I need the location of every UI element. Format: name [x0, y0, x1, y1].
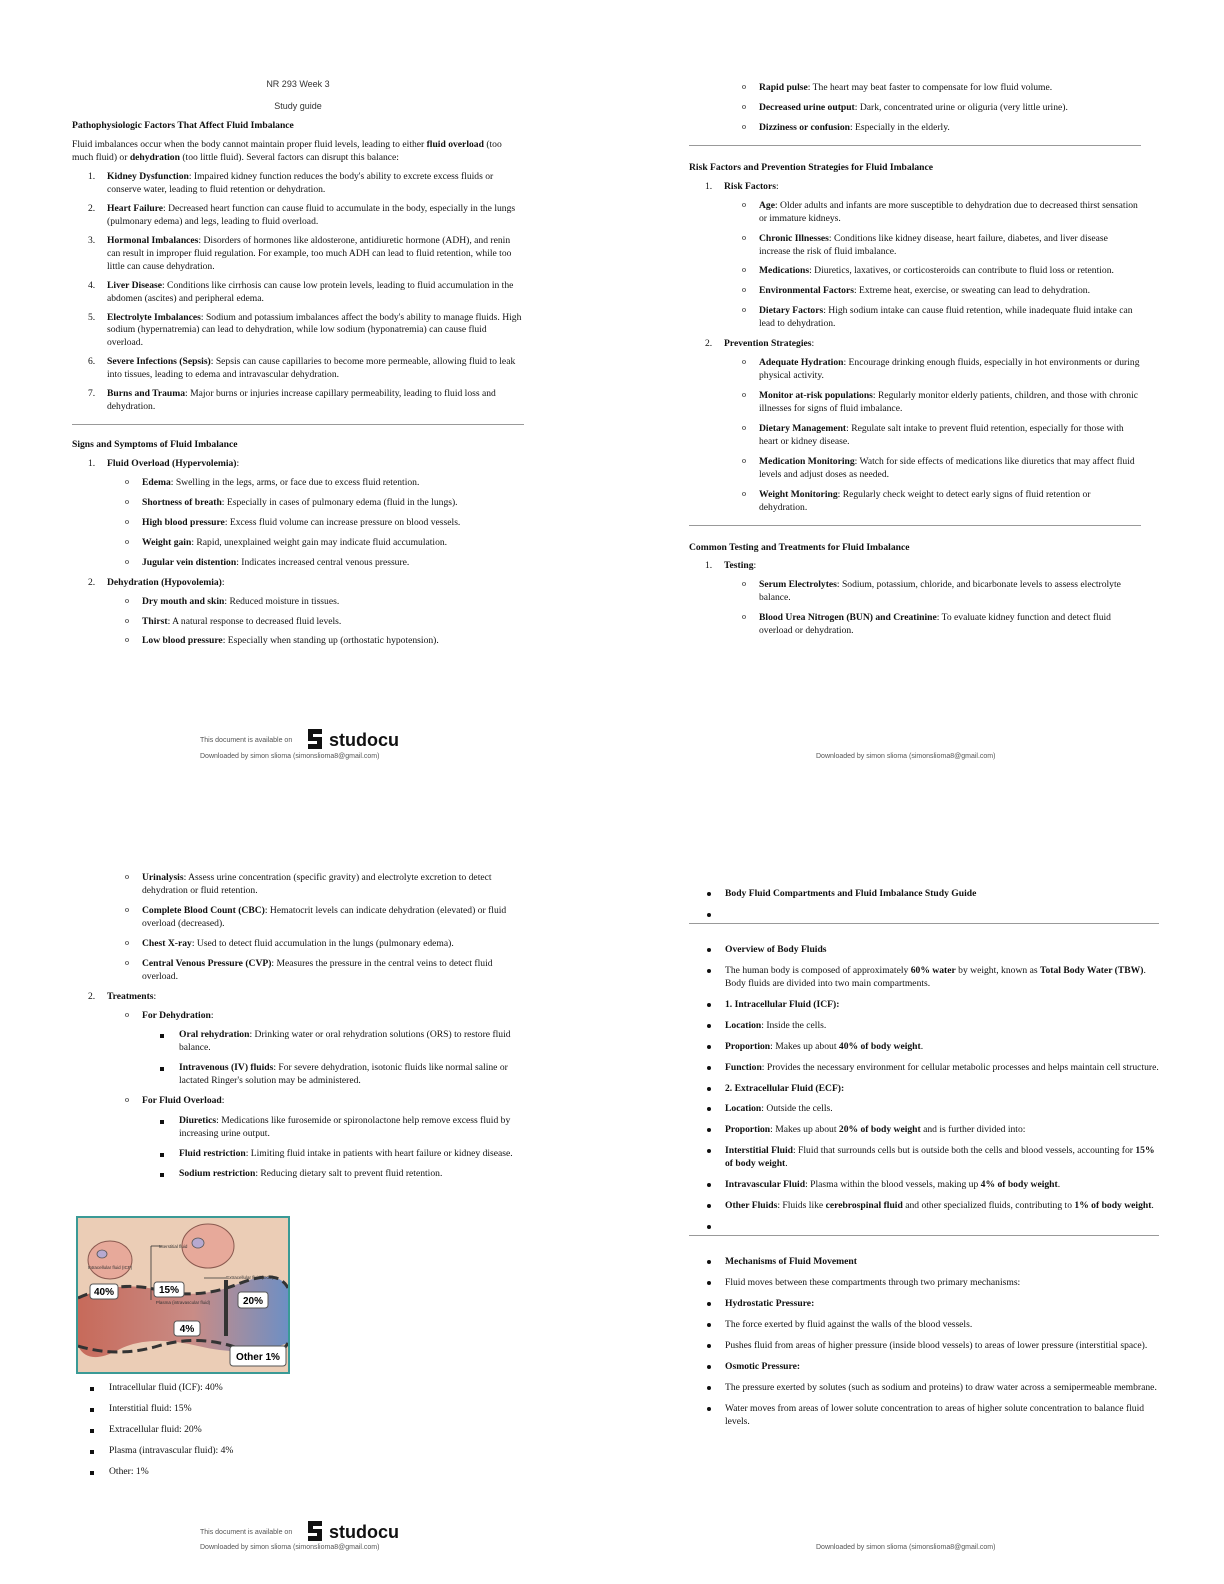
section-heading: Pathophysiologic Factors That Affect Fluid Imbalance	[72, 120, 294, 132]
item-bold: 40% of body weight	[838, 1040, 921, 1052]
download-credit: Downloaded by simon slioma (simonslioma8@gmail.com)	[816, 1544, 996, 1551]
item-text: : Fluid that surrounds cells but is outside both the cells and blood vessels, accounting for	[792, 1145, 1136, 1157]
item-term: Chronic Illnesses	[759, 232, 829, 244]
item-term: Oral rehydration	[179, 1029, 250, 1041]
section-heading: Common Testing and Treatments for Fluid Imbalance	[689, 541, 910, 553]
item-text: : Outside the cells.	[761, 1103, 833, 1115]
item-term: Proportion	[725, 1124, 771, 1136]
sub-item	[724, 233, 1141, 259]
item-text: : Measures the pressure in the central veins to detect fluid overload.	[142, 957, 493, 982]
item-term: Proportion	[725, 1040, 771, 1052]
item-bold: 1% of body weight	[1074, 1200, 1152, 1212]
section-heading: Risk Factors and Prevention Strategies for Fluid Imbalance	[689, 161, 934, 173]
item-text: and is further divided into:	[920, 1124, 1026, 1136]
legend-item: Interstitial fluid: 15%	[72, 1403, 524, 1416]
sub-item: o For Fluid Overload:	[107, 1095, 524, 1108]
list-item: Osmotic Pressure:	[689, 1361, 1159, 1374]
percent-legend	[72, 1382, 524, 1487]
list-item	[689, 1200, 1159, 1213]
sub-item	[107, 872, 524, 898]
item-text: : Conditions like cirrhosis can cause low protein levels, leading to fluid accumulation in the abdomen (ascites) and peripheral edema.	[107, 279, 514, 304]
item-text: : Extreme heat, exercise, or sweating can lead to dehydration.	[853, 285, 1090, 297]
item-text: .	[1057, 1179, 1061, 1191]
item-bold: cerebrospinal fluid	[825, 1200, 903, 1212]
item-text: : Rapid, unexplained weight gain may indicate fluid accumulation.	[191, 536, 448, 548]
item-term: Intravenous (IV) fluids	[179, 1062, 274, 1074]
doc-subtitle: Study guide	[274, 101, 322, 112]
sub-item	[724, 423, 1141, 449]
divider	[72, 424, 524, 425]
numbered-item: 1. Fluid Overload (Hypervolemia):	[88, 458, 240, 470]
sub-item	[107, 905, 524, 931]
numbered-item	[72, 356, 524, 382]
sub-item	[107, 497, 524, 510]
sub-item	[107, 477, 524, 490]
sub-item	[724, 390, 1141, 416]
item-text: : Especially when standing up (orthostatic hypotension).	[222, 635, 439, 647]
item-term: Complete Blood Count (CBC)	[142, 904, 265, 916]
sub-item	[724, 489, 1141, 515]
item-term: Central Venous Pressure (CVP)	[142, 957, 272, 969]
list-item	[689, 1062, 1159, 1075]
section-heading: Signs and Symptoms of Fluid Imbalance	[72, 439, 238, 451]
factor-list	[72, 171, 524, 414]
item-text: : Assess urine concentration (specific gravity) and electrolyte excretion to detect dehydration or fluid retention.	[142, 872, 492, 896]
item-text: : Especially in cases of pulmonary edema (fluid in the lungs).	[221, 496, 458, 508]
item-term: Hormonal Imbalances	[107, 234, 199, 246]
divider	[689, 1235, 1159, 1236]
legend-item: Intracellular fluid (ICF): 40%	[72, 1382, 524, 1395]
sub-item	[724, 122, 1141, 135]
icf-label: Intracellular fluid (ICF)	[87, 1265, 133, 1270]
item-term: Chest X-ray	[142, 937, 192, 949]
isf-label: Interstitial fluid	[158, 1244, 188, 1249]
item-term: Dry mouth and skin	[142, 595, 225, 607]
item-term: Age	[759, 199, 775, 211]
square-item	[142, 1115, 524, 1141]
item-text: : Indicates increased central venous pressure.	[236, 556, 410, 568]
item-text: : Medications like furosemide or spironolactone help remove excess fluid by increasing urine output.	[179, 1115, 511, 1140]
list-item	[689, 1103, 1159, 1116]
page-4	[616, 796, 1216, 1576]
download-credit: Downloaded by simon slioma (simonslioma8@gmail.com)	[200, 753, 380, 760]
list-item: Body Fluid Compartments and Fluid Imbalance Study Guide	[689, 888, 1159, 901]
item-text: .	[920, 1040, 924, 1052]
intro-paragraph: Fluid imbalances occur when the body cannot maintain proper fluid levels, leading to either fluid overload (too much fluid) or dehydration (too little fluid). Several factors can disrupt this balance:	[72, 139, 502, 164]
percent-20: 20%	[242, 1296, 264, 1307]
item-term: Electrolyte Imbalances	[107, 311, 201, 323]
square-list	[107, 1029, 524, 1088]
item-text: : Regulate salt intake to prevent fluid retention, especially for those with heart or kidney disease.	[759, 422, 1124, 447]
sub-item	[724, 456, 1141, 482]
item-term: High blood pressure	[142, 516, 225, 528]
item-term: Liver Disease	[107, 279, 162, 291]
item-text: : Used to detect fluid accumulation in the lungs (pulmonary edema).	[191, 937, 454, 949]
item-term: Jugular vein distention	[142, 556, 237, 568]
item-text: : Dark, concentrated urine or oliguria (very little urine).	[854, 101, 1068, 113]
item-text: : Swelling in the legs, arms, or face due to excess fluid retention.	[170, 476, 420, 488]
item-text: : Sodium, potassium, chloride, and bicarbonate levels to assess electrolyte balance.	[759, 579, 1121, 604]
item-text: : Inside the cells.	[761, 1019, 827, 1031]
available-text: This document is available on	[200, 1529, 293, 1536]
legend-item: Plasma (intravascular fluid): 4%	[72, 1445, 524, 1458]
sub-item	[107, 635, 524, 648]
sub-item	[107, 517, 524, 530]
square-list	[107, 1115, 524, 1181]
item-text: : Impaired kidney function reduces the body's ability to excrete excess fluids or conserve water, leading to fluid retention or dehydration.	[107, 171, 494, 196]
fluid-compartment-diagram	[76, 1216, 290, 1374]
studocu-logo-icon	[305, 1520, 325, 1542]
item-term: Low blood pressure	[142, 635, 223, 647]
sub-item	[107, 938, 524, 951]
item-text: : A natural response to decreased fluid levels.	[167, 615, 342, 627]
divider	[689, 923, 1159, 924]
square-item	[142, 1062, 524, 1088]
item-bold: 15% of body weight	[725, 1145, 1155, 1170]
item-text: : Fluids like	[777, 1200, 826, 1212]
item-term: Monitor at-risk populations	[759, 390, 873, 401]
list-item	[689, 1145, 1159, 1171]
list-item: Overview of Body Fluids	[689, 944, 1159, 957]
sub-item: o For Dehydration:	[107, 1010, 524, 1023]
item-text: : Makes up about	[770, 1124, 839, 1136]
item-text: : Diuretics, laxatives, or corticosteroids can contribute to fluid loss or retention.	[809, 265, 1114, 277]
legend-item: Extracellular fluid: 20%	[72, 1424, 524, 1437]
item-text: : High sodium intake can cause fluid retention, while inadequate fluid intake can lead to dehydration.	[759, 305, 1133, 330]
item-term: Shortness of breath	[142, 496, 222, 508]
available-text: This document is available on	[200, 737, 293, 744]
numbered-item: 1. Risk Factors:	[705, 180, 779, 192]
item-text: : Drinking water or oral rehydration solutions (ORS) to restore fluid balance.	[179, 1029, 511, 1054]
icf-list	[689, 1020, 1159, 1075]
numbered-item: 2. Dehydration (Hypovolemia):	[88, 576, 225, 588]
item-text: : The heart may beat faster to compensate for low fluid volume.	[807, 82, 1053, 93]
item-text: : Older adults and infants are more susceptible to dehydration due to decreased thirst sensation or immature kidneys.	[759, 199, 1138, 224]
other-percent: Other 1%	[236, 1352, 280, 1363]
item-term: Function	[725, 1061, 762, 1073]
list-item: Fluid moves between these compartments through two primary mechanisms:	[689, 1277, 1159, 1290]
item-term: Other Fluids	[725, 1200, 778, 1212]
item-term: Intravascular Fluid	[725, 1179, 806, 1191]
item-term: Environmental Factors	[759, 285, 854, 297]
item-bold: 4% of body weight	[980, 1179, 1058, 1191]
item-text: : Especially in the elderly.	[849, 121, 950, 133]
item-text: : Reducing dietary salt to prevent fluid retention.	[255, 1167, 443, 1179]
sub-item	[107, 557, 524, 570]
studocu-logo[interactable]: studocu	[305, 1520, 399, 1543]
numbered-item	[72, 235, 524, 274]
item-text: : For severe dehydration, isotonic fluids like normal saline or lactated Ringer's solution may be administered.	[179, 1062, 508, 1087]
course-title: NR 293 Week 3	[266, 79, 330, 89]
sub-item	[724, 200, 1141, 226]
square-item	[142, 1168, 524, 1181]
sub-item	[724, 612, 1141, 638]
page-1	[0, 0, 600, 780]
sub-item	[724, 102, 1141, 115]
item-text: and other specialized fluids, contributing to	[902, 1200, 1075, 1212]
sub-item	[724, 357, 1141, 383]
download-credit: Downloaded by simon slioma (simonslioma8@gmail.com)	[200, 1544, 380, 1551]
item-text: : Encourage drinking enough fluids, especially in hot environments or during physical activity.	[759, 357, 1140, 382]
item-number: 5.	[88, 311, 96, 323]
item-term: Medications	[759, 265, 810, 277]
plasma-label: Plasma (intravascular fluid)	[155, 1300, 211, 1305]
item-term: Dietary Management	[759, 422, 847, 434]
item-term: Urinalysis	[142, 872, 184, 883]
item-text: : Conditions like kidney disease, heart failure, diabetes, and liver disease increase the risk of fluid imbalance.	[759, 232, 1108, 257]
sub-item	[107, 537, 524, 550]
ecf-label: Extracellular fluid (ECF)	[226, 1275, 274, 1280]
item-term: Severe Infections (Sepsis)	[107, 356, 211, 368]
list-item	[689, 1124, 1159, 1137]
sub-item	[724, 305, 1141, 331]
item-term: Interstitial Fluid	[725, 1145, 793, 1157]
item-term: Blood Urea Nitrogen (BUN) and Creatinine	[759, 612, 937, 624]
sub-list	[689, 200, 1141, 332]
list-item	[689, 1041, 1159, 1054]
percent-4: 4%	[179, 1324, 195, 1335]
item-text: : Reduced moisture in tissues.	[224, 595, 340, 607]
list-item: Hydrostatic Pressure:	[689, 1298, 1159, 1311]
sub-list	[72, 872, 524, 984]
item-number: 2.	[88, 202, 96, 214]
item-term: Medication Monitoring	[759, 455, 855, 467]
list-item: The human body is composed of approximately 60% water by weight, known as Total Body Water (TBW). Body fluids are divided into two main compartments.	[689, 965, 1159, 991]
item-number: 4.	[88, 279, 96, 291]
sub-item	[107, 958, 524, 984]
sub-list	[689, 579, 1141, 638]
item-term: Diuretics	[179, 1115, 217, 1127]
empty-bullet	[689, 1221, 1159, 1227]
list-item	[689, 1179, 1159, 1192]
download-credit: Downloaded by simon slioma (simonslioma8@gmail.com)	[816, 753, 996, 760]
sub-list	[689, 82, 1141, 135]
divider	[689, 525, 1141, 526]
numbered-item	[72, 203, 524, 229]
numbered-item: 2. Treatments:	[88, 990, 157, 1002]
numbered-item	[72, 312, 524, 351]
item-text: : Makes up about	[770, 1040, 839, 1052]
item-text: : Decreased heart function can cause fluid to accumulate in the body, especially in the lungs (pulmonary edema) and legs, leading to fluid overload.	[107, 202, 516, 227]
sub-list	[72, 477, 524, 570]
item-text: : Major burns or injuries increase capillary permeability, leading to fluid loss and dehydration.	[107, 388, 496, 413]
item-text: : Sodium and potassium imbalances affect the body's ability to manage fluids. High sodium (hypernatremia) can lead to dehydration, while low sodium (hyponatremia) can cause fluid overload.	[107, 311, 522, 349]
numbered-item: 2. Prevention Strategies:	[705, 338, 815, 350]
page-3	[0, 796, 600, 1576]
empty-bullet	[689, 909, 1159, 915]
item-text: .	[785, 1158, 788, 1170]
percent-15: 15%	[158, 1285, 180, 1296]
item-text: : Limiting fluid intake in patients with heart failure or kidney disease.	[245, 1148, 513, 1159]
item-term: Location	[725, 1019, 762, 1031]
item-term: Weight Monitoring	[759, 488, 838, 500]
item-term: Kidney Dysfunction	[107, 171, 189, 183]
item-text: : Regularly monitor elderly patients, children, and those with chronic illnesses for signs of fluid imbalance.	[759, 390, 1138, 414]
item-term: Fluid restriction	[179, 1148, 246, 1159]
sub-item	[107, 596, 524, 609]
item-text: : Disorders of hormones like aldosterone, antidiuretic hormone (ADH), and renin can result in improper fluid regulation. For example, too much ADH can lead to fluid retention, while too little can cause dehydration.	[107, 234, 512, 272]
sub-item	[724, 82, 1141, 95]
list-item: Water moves from areas of lower solute concentration to areas of higher solute concentration to balance fluid levels.	[689, 1403, 1159, 1429]
divider	[689, 145, 1141, 146]
list-item	[689, 1020, 1159, 1033]
item-text: : Plasma within the blood vessels, making up	[805, 1179, 981, 1191]
sub-list	[72, 596, 524, 649]
list-item: Mechanisms of Fluid Movement	[689, 1256, 1159, 1269]
numbered-item	[72, 388, 524, 414]
sub-item	[724, 579, 1141, 605]
item-term: Burns and Trauma	[107, 388, 186, 400]
percent-40: 40%	[93, 1287, 115, 1298]
item-number: 6.	[88, 356, 96, 368]
item-bold: 20% of body weight	[838, 1124, 921, 1136]
sub-item	[107, 616, 524, 629]
square-item	[142, 1029, 524, 1055]
list-item: The pressure exerted by solutes (such as sodium and proteins) to draw water across a semipermeable membrane.	[689, 1382, 1159, 1395]
numbered-item	[72, 280, 524, 306]
item-term: Rapid pulse	[759, 82, 808, 93]
item-term: Edema	[142, 476, 171, 488]
studocu-logo-icon	[305, 728, 325, 750]
ecf-list	[689, 1103, 1159, 1213]
item-number: 1.	[88, 171, 96, 183]
item-text: : Hematocrit levels can indicate dehydration (elevated) or fluid overload (decreased).	[142, 904, 507, 929]
item-number: 7.	[88, 388, 96, 400]
item-term: Location	[725, 1103, 762, 1115]
item-term: Serum Electrolytes	[759, 579, 837, 591]
item-term: Dizziness or confusion	[759, 121, 850, 133]
item-text: : Sepsis can cause capillaries to become more permeable, allowing fluid to leak into tissues, leading to edema and intravascular dehydration.	[107, 356, 516, 381]
item-text: : Regularly check weight to detect early signs of fluid retention or dehydration.	[759, 488, 1091, 513]
numbered-item	[72, 171, 524, 197]
list-item: The force exerted by fluid against the walls of the blood vessels.	[689, 1319, 1159, 1332]
sub-item	[724, 265, 1141, 278]
item-term: Decreased urine output	[759, 101, 855, 113]
osm-list	[689, 1382, 1159, 1429]
list-item: 1. Intracellular Fluid (ICF):	[689, 999, 1159, 1012]
item-number: 3.	[88, 234, 96, 246]
fluid-diagram-graphic	[78, 1218, 288, 1372]
item-term: Sodium restriction	[179, 1167, 256, 1179]
item-term: Dietary Factors	[759, 305, 824, 317]
item-term: Heart Failure	[107, 202, 164, 214]
numbered-item: 1. Testing:	[705, 560, 757, 572]
item-text: : Watch for side effects of medications like diuretics that may affect fluid levels and adjust doses as needed.	[759, 455, 1135, 480]
sub-list	[689, 357, 1141, 514]
item-term: Weight gain	[142, 536, 192, 548]
list-item: 2. Extracellular Fluid (ECF):	[689, 1083, 1159, 1096]
item-term: Thirst	[142, 615, 168, 627]
page-2	[616, 0, 1216, 780]
legend-item: Other: 1%	[72, 1466, 524, 1479]
item-text: : To evaluate kidney function and detect fluid overload or dehydration.	[759, 612, 1111, 637]
studocu-logo[interactable]: studocu	[305, 728, 399, 751]
sub-item	[724, 285, 1141, 298]
item-text: .	[1151, 1200, 1154, 1212]
item-term: Adequate Hydration	[759, 357, 844, 369]
item-text: : Excess fluid volume can increase pressure on blood vessels.	[224, 516, 461, 528]
list-item: Pushes fluid from areas of higher pressure (inside blood vessels) to areas of lower pressure (interstitial space).	[689, 1340, 1159, 1353]
square-item	[142, 1148, 524, 1161]
item-text: : Provides the necessary environment for cellular metabolic processes and helps maintain cell structure.	[761, 1061, 1159, 1073]
hydro-list	[689, 1319, 1159, 1353]
